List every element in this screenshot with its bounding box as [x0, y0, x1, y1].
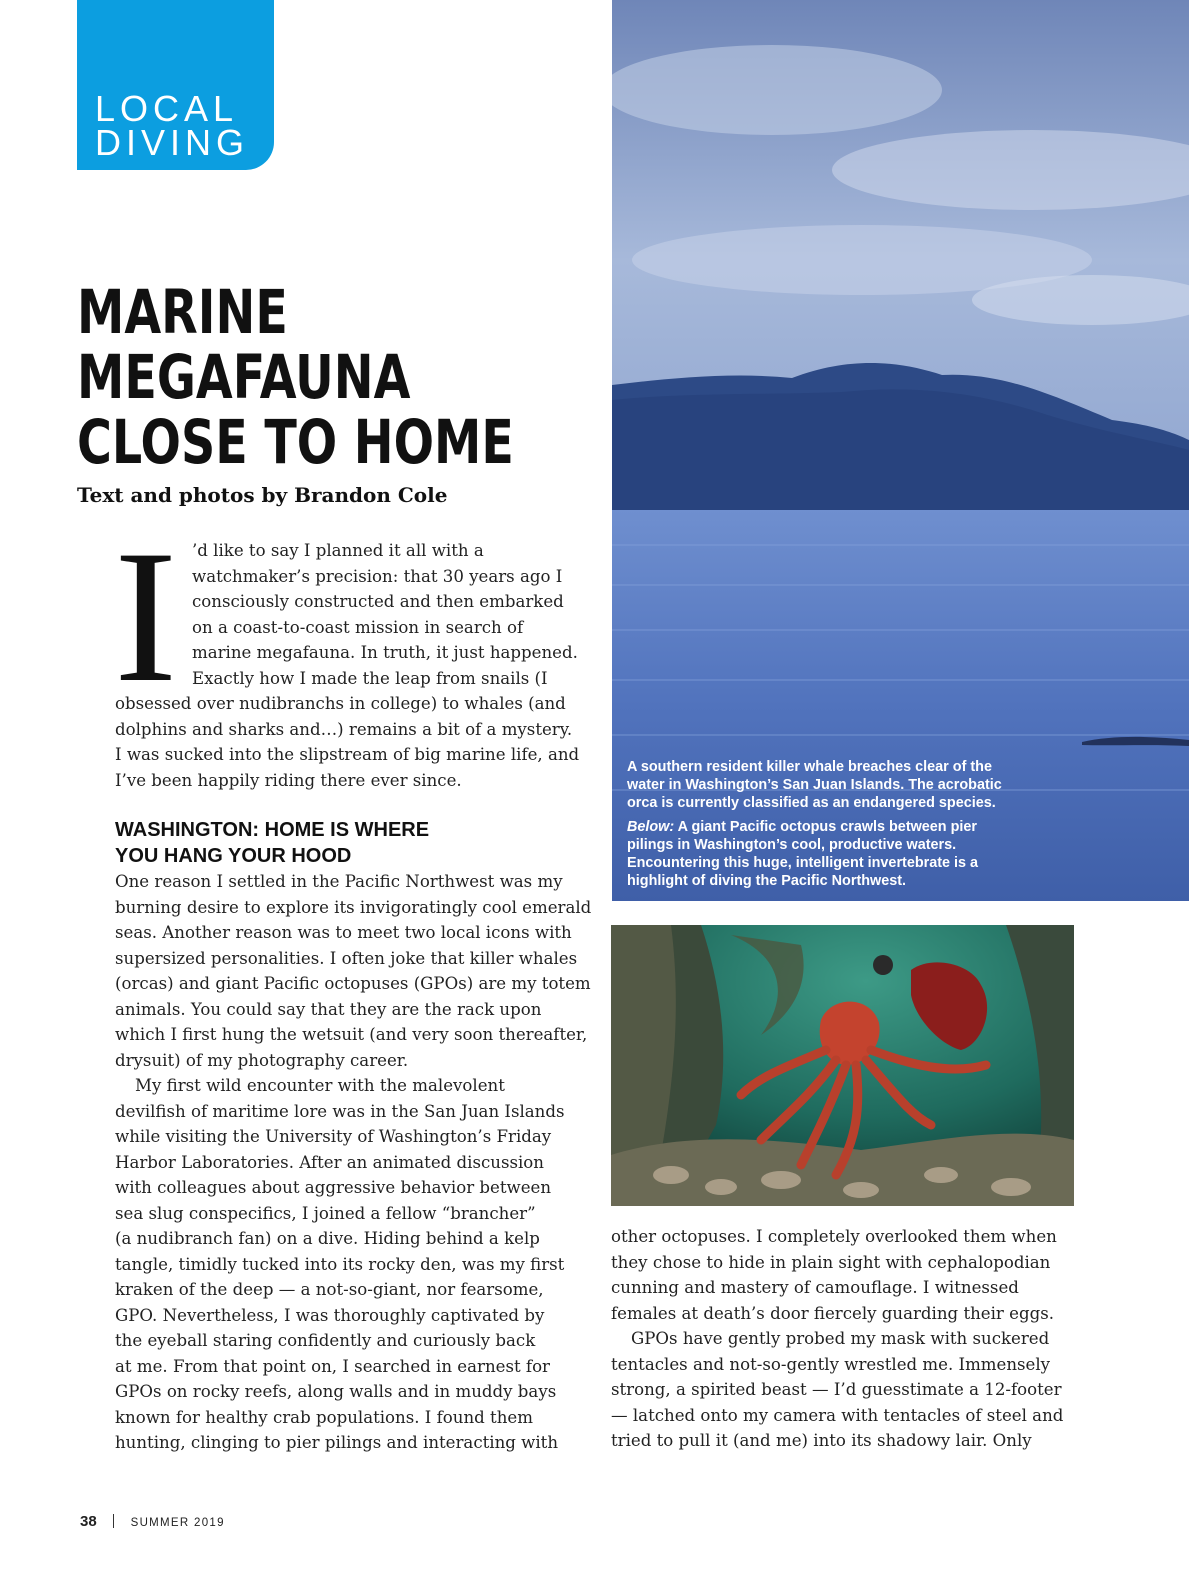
text-line: — latched onto my camera with tentacles of steel and	[611, 1405, 1064, 1425]
text-line: while visiting the University of Washington’s Friday	[115, 1127, 552, 1146]
drop-cap: I	[114, 512, 178, 722]
text-line: consciously constructed and then embarked	[192, 592, 564, 611]
right-column-body	[611, 1224, 1081, 1454]
caption-line	[627, 818, 1022, 836]
left-column-body	[115, 869, 592, 1456]
text-line: (a nudibranch fan) on a dive. Hiding behind a kelp	[115, 1229, 540, 1248]
text-line: seas. Another reason was to meet two local icons with	[115, 923, 572, 942]
photo-caption	[627, 758, 1022, 890]
text-line: ’d like to say I planned it all with a	[192, 541, 484, 560]
section-label-line2: DIVING	[95, 122, 250, 163]
page-footer	[80, 1513, 225, 1531]
footer-divider	[113, 1514, 114, 1528]
text-line: marine megafauna. In truth, it just happened.	[192, 643, 578, 662]
text-line: kraken of the deep — a not-so-giant, nor fearsome,	[115, 1280, 544, 1299]
article-title	[77, 277, 514, 478]
section-heading-line: WASHINGTON: HOME IS WHERE	[115, 819, 430, 841]
byline: Text and photos by Brandon Cole	[77, 483, 448, 507]
text-line: GPO. Nevertheless, I was thoroughly captivated by	[115, 1305, 545, 1325]
text-line: tangle, timidly tucked into its rocky den, was my first	[115, 1254, 565, 1274]
section-heading	[115, 817, 429, 869]
text-line: hunting, clinging to pier pilings and interacting with	[115, 1433, 559, 1452]
text-line: GPOs have gently probed my mask with suckered	[631, 1329, 1050, 1348]
text-line: drysuit) of my photography career.	[115, 1050, 409, 1070]
caption-line: water in Washington’s San Juan Islands. The acrobatic	[627, 777, 1002, 793]
text-line: devilfish of maritime lore was in the San Juan Islands	[115, 1101, 565, 1121]
text-line: dolphins and sharks and…) remains a bit of a mystery.	[115, 719, 573, 739]
text-line: tried to pull it (and me) into its shadowy lair. Only	[611, 1431, 1032, 1450]
caption-line: Encountering this huge, intelligent invertebrate is a	[627, 855, 979, 871]
text-line: GPOs on rocky reefs, along walls and in muddy bays	[115, 1382, 557, 1401]
caption-line: highlight of diving the Pacific Northwest.	[627, 873, 907, 889]
text-line: sea slug conspecifics, I joined a fellow “brancher”	[115, 1203, 536, 1223]
text-line: I was sucked into the slipstream of big marine life, and	[115, 745, 580, 764]
title-line: MEGAFAUNA	[77, 342, 411, 413]
text-line: burning desire to explore its invigoratingly cool emerald	[115, 897, 592, 917]
title-line: MARINE	[77, 277, 288, 348]
caption-below-label: Below:	[627, 819, 675, 835]
text-line: known for healthy crab populations. I found them	[115, 1407, 533, 1427]
octopus-scene-graphic	[611, 925, 1074, 1206]
text-line: with colleagues about aggressive behavior between	[115, 1178, 552, 1197]
text-line: obsessed over nudibranchs in college) to whales (and	[115, 694, 566, 713]
text-line: cunning and mastery of camouflage. I witnessed	[611, 1278, 1019, 1297]
text-line: which I first hung the wetsuit (and very soon thereafter,	[115, 1025, 588, 1044]
text-line: animals. You could say that they are the rack upon	[115, 999, 542, 1019]
text-line: Harbor Laboratories. After an animated discussion	[115, 1152, 544, 1172]
text-line: they chose to hide in plain sight with cephalopodian	[611, 1252, 1051, 1272]
text-line: at me. From that point on, I searched in earnest for	[115, 1356, 550, 1376]
text-line: My first wild encounter with the malevolent	[135, 1076, 505, 1095]
text-line: the eyeball staring confidently and curiously back	[115, 1331, 536, 1350]
text-line: females at death’s door fiercely guarding their eggs.	[611, 1303, 1054, 1323]
section-tab	[77, 0, 274, 170]
text-line: supersized personalities. I often joke that killer whales	[115, 948, 578, 968]
text-line: on a coast-to-coast mission in search of	[192, 617, 524, 637]
issue-label: SUMMER 2019	[130, 1517, 225, 1529]
text-line: One reason I settled in the Pacific Northwest was my	[115, 872, 563, 891]
text-line: Exactly how I made the leap from snails (I	[192, 668, 548, 688]
section-heading-line: YOU HANG YOUR HOOD	[115, 845, 352, 867]
caption-line: pilings in Washington’s cool, productive waters.	[627, 837, 957, 853]
text-line: I’ve been happily riding there ever since.	[115, 770, 462, 790]
section-label	[95, 88, 250, 163]
intro-paragraph-continued	[115, 691, 585, 793]
text-line: tentacles and not-so-gently wrestled me. Immensely	[611, 1354, 1051, 1374]
caption-below-text: A giant Pacific octopus crawls between pier	[674, 819, 977, 835]
text-line: other octopuses. I completely overlooked them when	[611, 1227, 1057, 1246]
intro-paragraph	[192, 538, 582, 691]
page-number: 38	[80, 1513, 97, 1530]
text-line: watchmaker’s precision: that 30 years ago I	[192, 566, 563, 586]
text-line: (orcas) and giant Pacific octopuses (GPOs) are my totem	[115, 974, 591, 993]
caption-line: orca is currently classified as an endangered species.	[627, 795, 996, 811]
octopus-photo	[611, 925, 1074, 1206]
section-label-line1: LOCAL	[95, 88, 239, 129]
text-line: strong, a spirited beast — I’d guesstimate a 12-footer	[611, 1380, 1062, 1399]
title-line: CLOSE TO HOME	[77, 407, 514, 478]
caption-line: A southern resident killer whale breaches clear of the	[627, 759, 992, 775]
